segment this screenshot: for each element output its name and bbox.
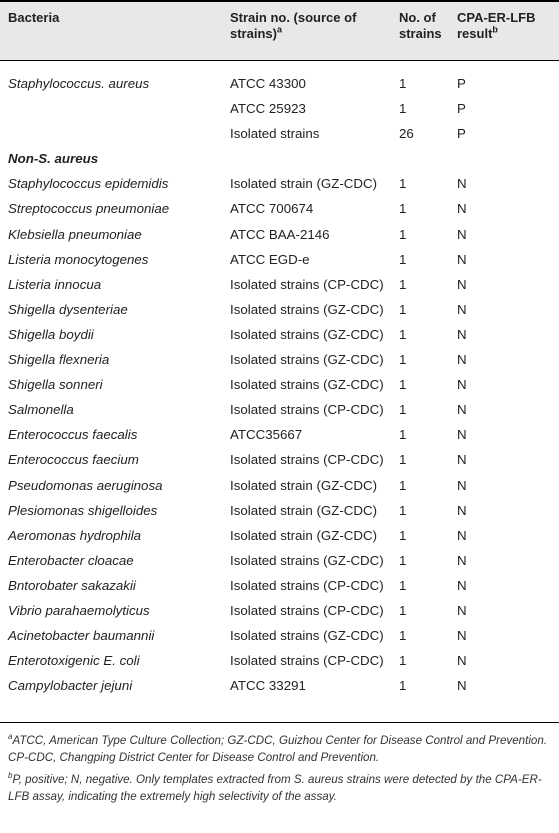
cell-bacteria: Pseudomonas aeruginosa [8,477,163,493]
table-row [0,523,559,548]
cell-strain: ATCC 33291 [230,678,306,694]
table-row [0,673,559,698]
cell-count: 1 [399,276,407,292]
cell-result: N [457,251,467,267]
cell-bacteria: Klebsiella pneumoniae [8,226,142,242]
cell-bacteria: Aeromonas hydrophila [8,527,142,543]
table-row [0,71,559,96]
cell-count: 1 [399,527,407,543]
cell-strain: Isolated strains (CP-CDC) [230,653,384,669]
cell-bacteria: Enterotoxigenic E. coli [8,653,140,669]
header-strain-line2: strains) [230,26,277,41]
cell-strain: Isolated strains (GZ-CDC) [230,628,384,644]
cell-bacteria: Enterococcus faecalis [8,427,138,443]
cell-count: 1 [399,201,407,217]
cell-result: N [457,176,467,192]
cell-result: N [457,628,467,644]
cell-result: P [457,126,466,142]
cell-result: N [457,326,467,342]
cell-count: 1 [399,76,407,91]
header-result-line1: CPA-ER-LFB [457,10,536,25]
cell-bacteria: Listeria innocua [8,276,102,292]
table-row [0,548,559,573]
footnote [8,771,556,806]
cell-strain: ATCC 700674 [230,201,314,217]
table-header [0,0,559,60]
cell-result: N [457,276,467,292]
cell-result: N [457,402,467,418]
table-row [0,372,559,397]
cell-result: N [457,653,467,669]
cell-bacteria: Shigella dysenteriae [8,301,128,317]
cell-strain: ATCC35667 [230,427,303,443]
cell-strain: ATCC EGD-e [230,251,310,267]
header-strain-line1: Strain no. (source of [230,10,357,25]
cell-bacteria: Enterobacter cloacae [8,552,134,568]
table-row [0,447,559,472]
cell-bacteria: Salmonella [8,402,74,418]
table-row [0,322,559,347]
cell-result: N [457,226,467,242]
table-row [0,422,559,447]
table-row [0,498,559,523]
cell-bacteria: Shigella sonneri [8,377,103,393]
cell-strain: Isolated strain (GZ-CDC) [230,176,378,192]
header-count-line1: No. of [399,10,436,25]
cell-bacteria: Non-S. aureus [8,151,99,167]
cell-count: 1 [399,226,407,242]
cell-result: N [457,678,467,694]
table-row [0,96,559,121]
cell-strain: Isolated strains (GZ-CDC) [230,377,384,393]
top-rule [0,0,559,2]
table-row [0,573,559,598]
cell-bacteria: Shigella flexneria [8,352,110,368]
header-count-line2: strains [399,26,442,41]
cell-strain: ATCC 43300 [230,76,306,91]
cell-strain: ATCC 25923 [230,101,306,117]
cell-bacteria: Shigella boydii [8,326,94,342]
cell-count: 1 [399,176,407,192]
cell-bacteria: Plesiomonas shigelloides [8,502,158,518]
header-rule [0,60,559,61]
cell-result: N [457,452,467,468]
cell-count: 1 [399,477,407,493]
header-bacteria [8,10,59,26]
cell-count: 1 [399,452,407,468]
cell-count: 1 [399,301,407,317]
header-count [399,10,442,42]
cell-strain: Isolated strains (CP-CDC) [230,577,384,593]
header-strain-sup: a [276,24,282,35]
header-result [457,10,535,42]
cell-count: 1 [399,577,407,593]
cell-result: N [457,301,467,317]
cell-result: N [457,377,467,393]
table-row [0,648,559,673]
cell-result: N [457,201,467,217]
cell-result: N [457,552,467,568]
footnote-text: P, positive; N, negative. Only templates extracted from S. aureus strains were detected by the CPA-ER-LFB assay, indicating the extremely high selectivity of the assay. [8,772,542,804]
cell-strain: Isolated strains (CP-CDC) [230,276,384,292]
cell-bacteria: Staphylococcus. aureus [8,76,150,91]
cell-bacteria: Streptococcus pneumoniae [8,201,170,217]
table-row [0,222,559,247]
cell-strain: Isolated strain (GZ-CDC) [230,502,378,518]
table-row [0,272,559,297]
cell-result: N [457,427,467,443]
cell-count: 1 [399,377,407,393]
cell-result: N [457,502,467,518]
cell-result: P [457,76,466,91]
footnote-marker: b [8,770,13,780]
cell-strain: ATCC BAA-2146 [230,226,330,242]
cell-strain: Isolated strain (GZ-CDC) [230,477,378,493]
table-row [0,196,559,221]
cell-strain: Isolated strains (GZ-CDC) [230,301,384,317]
table-row [0,247,559,272]
cell-count: 1 [399,502,407,518]
footnote-text: ATCC, American Type Culture Collection; GZ-CDC, Guizhou Center for Disease Control and Prevention. CP-CDC, Changping District Center for Disease Control and Prevention. [8,734,548,765]
cell-result: N [457,527,467,543]
cell-result: N [457,602,467,618]
header-bacteria-label: Bacteria [8,10,60,25]
cell-count: 1 [399,101,407,117]
cell-strain: Isolated strains (CP-CDC) [230,452,384,468]
cell-count: 1 [399,352,407,368]
table-row [0,121,559,146]
cell-bacteria: Listeria monocytogenes [8,251,149,267]
cell-bacteria: Staphylococcus epidemidis [8,176,169,192]
cell-result: N [457,577,467,593]
cell-bacteria: Campylobacter jejuni [8,678,133,694]
group-header-row [0,146,559,171]
table-row [0,347,559,372]
header-strain [230,10,356,42]
bottom-rule [0,722,559,723]
footnote-marker: a [8,732,13,742]
table-row [0,297,559,322]
table-row [0,623,559,648]
cell-bacteria: Vibrio parahaemolyticus [8,602,150,618]
table-body [0,71,559,698]
cell-bacteria: Enterococcus faecium [8,452,139,468]
cell-strain: Isolated strains [230,126,320,142]
table-row [0,171,559,196]
cell-count: 1 [399,427,407,443]
cell-count: 1 [399,628,407,644]
cell-count: 1 [399,552,407,568]
cell-count: 1 [399,326,407,342]
cell-strain: Isolated strains (GZ-CDC) [230,552,384,568]
cell-count: 1 [399,678,407,694]
cell-strain: Isolated strains (CP-CDC) [230,402,384,418]
cell-strain: Isolated strains (CP-CDC) [230,602,384,618]
cell-strain: Isolated strains (GZ-CDC) [230,352,384,368]
cell-result: N [457,352,467,368]
cell-count: 1 [399,653,407,669]
cell-count: 1 [399,602,407,618]
cell-count: 1 [399,402,407,418]
cell-result: P [457,101,466,117]
table-row [0,598,559,623]
cell-strain: Isolated strain (GZ-CDC) [230,527,378,543]
table-row [0,473,559,498]
header-result-line2: result [457,26,493,41]
cell-strain: Isolated strains (GZ-CDC) [230,326,384,342]
cell-count: 1 [399,251,407,267]
footnote [8,732,556,767]
header-result-sup: b [492,24,498,35]
cell-result: N [457,477,467,493]
table-footnotes [8,732,556,810]
table-row [0,397,559,422]
cell-bacteria: Bntorobater sakazakii [8,577,136,593]
cell-count: 26 [399,126,414,142]
cell-bacteria: Acinetobacter baumannii [8,628,155,644]
